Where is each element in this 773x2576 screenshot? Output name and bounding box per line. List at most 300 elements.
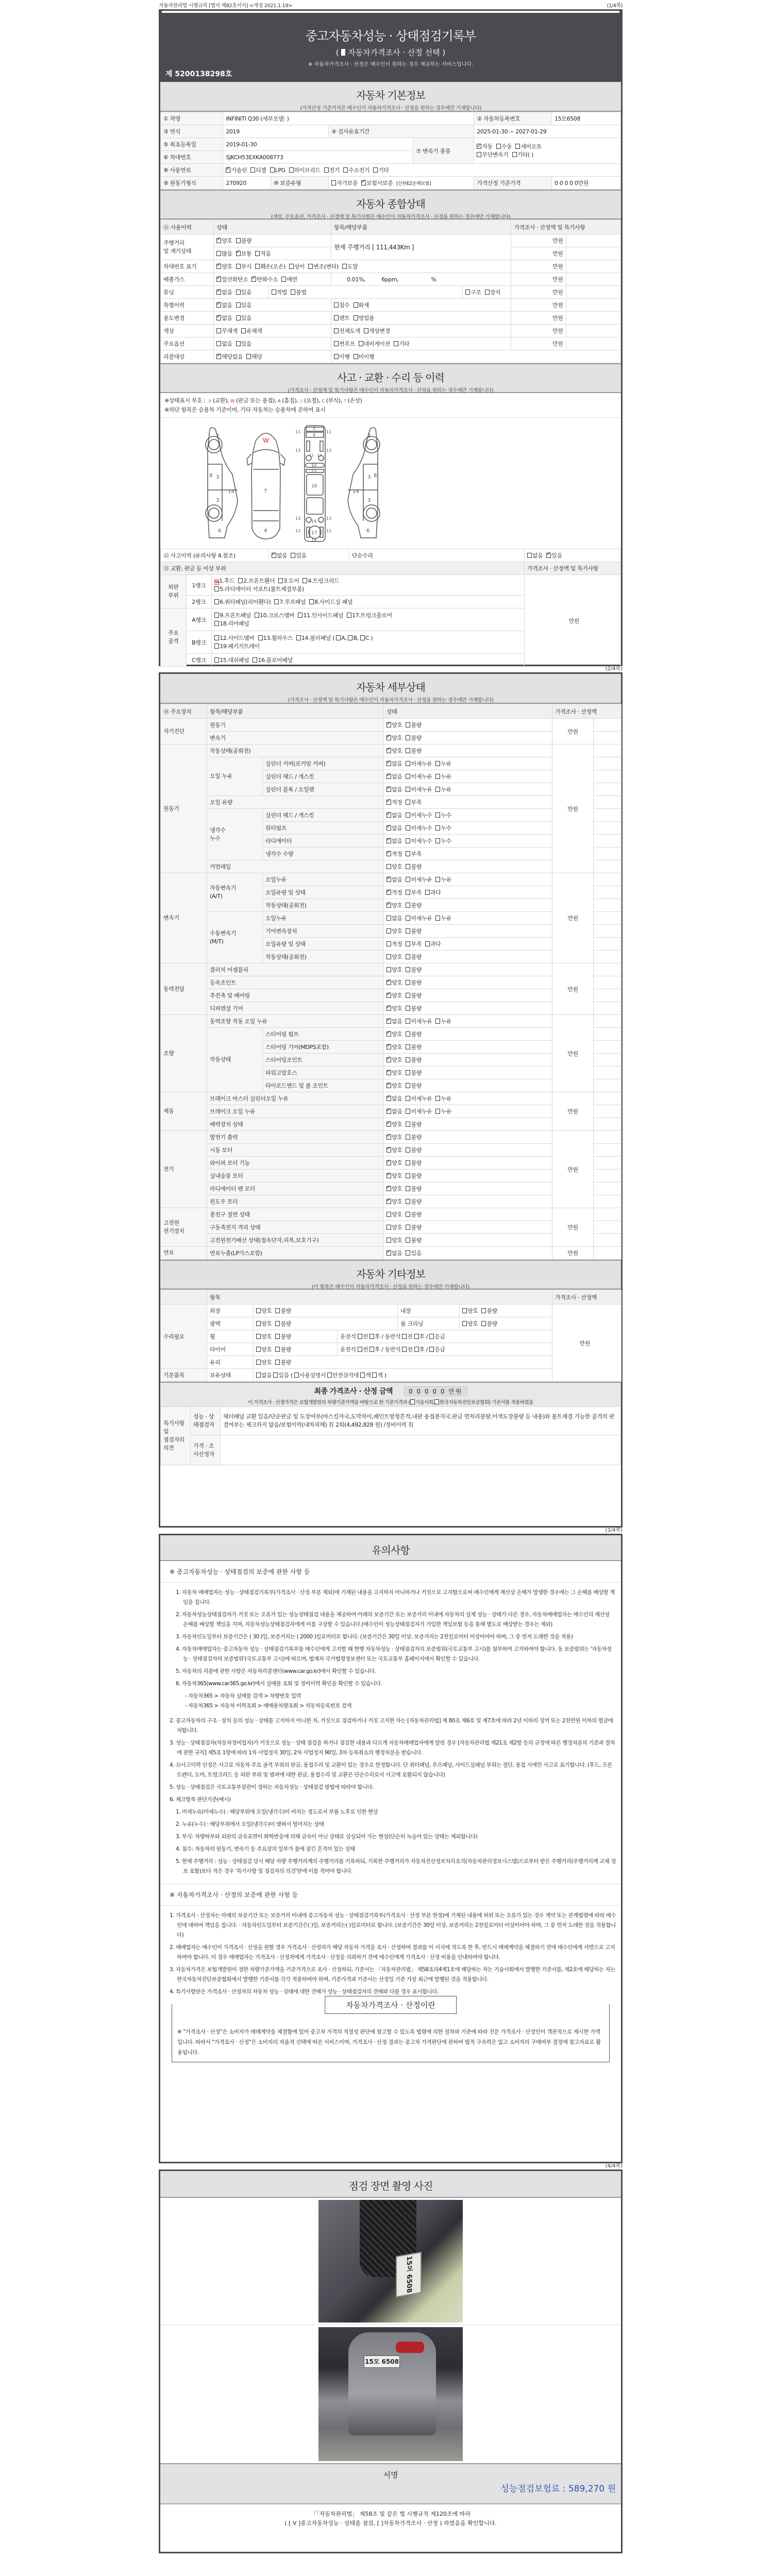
checked-box-icon (386, 1057, 391, 1062)
status-option: 양호 (392, 748, 402, 754)
item-label: 오일 유량 (207, 796, 384, 809)
legend-text: (손상) (347, 397, 362, 404)
main-frame-label: 주요 골격 (161, 608, 187, 667)
item-label: 실린더 블록 / 오일팬 (263, 783, 384, 796)
section-title: 유의사항 (372, 1544, 410, 1556)
item-status (384, 963, 552, 976)
legend-text: (요철), (304, 397, 321, 404)
checked-box-icon (236, 251, 241, 256)
rear-license-plate: 15모 6508 (364, 2355, 400, 2368)
item-label: 기어변속장치 (263, 925, 384, 938)
svg-text:9: 9 (313, 433, 316, 437)
checked-box-icon (386, 1044, 391, 1049)
part-option: 6.쿼터패널(리어휀다) (220, 599, 271, 605)
sub-group-label: 오일 누유 (207, 757, 263, 796)
checkbox-icon (406, 1173, 410, 1178)
detail-row (161, 976, 621, 989)
item-status (384, 732, 552, 744)
remarks-cell (594, 1144, 621, 1157)
remarks-cell (594, 1157, 621, 1170)
checkbox-icon (414, 1334, 419, 1339)
position-option: 응급 (434, 1333, 445, 1340)
svg-text:12: 12 (295, 529, 301, 533)
tire-position (338, 1343, 552, 1356)
checkbox-icon (406, 1019, 410, 1024)
status-option: 불량 (411, 1160, 422, 1166)
checkbox-icon (406, 825, 410, 831)
checkbox-icon (435, 787, 440, 792)
option-label: 훼손(오손) (260, 263, 285, 270)
checked-box-icon (386, 1250, 391, 1256)
note-part-a: 이 가격조사 · 산정가격은 보험개발원의 차량기준가액을 바탕으로 한 기준가격과 ( (248, 1400, 410, 1405)
price-unit: 만원 (511, 260, 566, 273)
note-part-c: 한국자동차진단보증협회) 기준서를 적용하였음 (440, 1400, 533, 1405)
checkbox-icon (406, 980, 410, 985)
checkbox-icon (236, 238, 241, 243)
part-radiator-support: 5.라디에이터 서포트(볼트체결부품) (220, 585, 304, 592)
checkbox-icon (359, 341, 363, 346)
svg-text:3: 3 (367, 474, 371, 480)
item-status (384, 796, 552, 809)
status-option: 미세누수 (411, 838, 432, 844)
inspector-opinion: 헤더패널 교환 있음/단순판금 및 도장여부(마스킹자국,도막차이,페인트방청흔적,내판 용접봉자국,판금 면처리불량,이색도장불량 등 내용)와 볼트체결 가능한 골격의 판결여부는 체크하지 않음/보험이력(내차피해) 有 2회(4,492,828 원) /정비이력 有 (221, 1407, 621, 1435)
note-item: 4. 침수: 자동차의 원동기, 변속기 등 주요장치 일부가 물에 잠긴 흔적이 있는 상태 (176, 1846, 355, 1852)
item-status (384, 757, 552, 770)
item-label: 동력조향 작동 오일 누유 (207, 1015, 384, 1028)
device-group-label: 자기진단 (161, 719, 207, 744)
checkbox-icon (369, 1334, 374, 1339)
legend-symbol: X (208, 399, 211, 403)
option-label: 무단변속기 (482, 151, 509, 158)
checkbox-icon (402, 1334, 407, 1339)
position-option: 잭 ) (377, 1372, 386, 1379)
checkbox-icon (386, 967, 391, 972)
remarks-cell (594, 822, 621, 835)
part-option: 15.대쉬패널 (220, 657, 249, 664)
remarks-cell (594, 899, 621, 912)
remarks-cell (594, 1002, 621, 1015)
accident-price-cell (524, 575, 620, 667)
bad-option: 불량 (280, 1320, 291, 1327)
svg-text:2: 2 (216, 433, 220, 439)
item-status (384, 976, 552, 989)
part-trunk-lid: 4.트렁크리드 (308, 577, 340, 584)
status-option: 양호 (392, 1005, 402, 1012)
checkbox-icon (386, 1212, 391, 1217)
svg-text:14: 14 (352, 489, 359, 495)
checkbox-icon (308, 264, 313, 269)
checked-box-icon (386, 1083, 391, 1088)
option-label: 침수 (339, 302, 350, 309)
checkbox-icon (435, 838, 440, 843)
option-label: 전체도색 (339, 328, 360, 334)
opinion-label: 특기사항 및 점검자의 의견 (161, 1407, 191, 1465)
checkbox-icon (406, 916, 410, 921)
col-item: 항목/해당부품 (331, 220, 511, 234)
part-option: 8.사이드실 패널 (314, 599, 353, 605)
checkbox-icon (298, 613, 303, 618)
detail-row (161, 809, 621, 822)
device-group-label: 원동기 (161, 744, 207, 873)
checkbox-icon (250, 167, 255, 173)
section-subtitle: (가격조사 · 산정액 및 특기사항은 매수인이 자동차가격조사 · 산정을 원하는 경우에만 기재합니다) (288, 388, 494, 394)
detail-row (161, 963, 621, 976)
option-label: 있음 (551, 552, 562, 559)
remarks-cell (594, 1170, 621, 1182)
color-label: 색상 (161, 325, 214, 337)
remarks-cell (594, 783, 621, 796)
checkbox-icon (386, 916, 391, 921)
status-option: 없음 (392, 1250, 402, 1257)
price-unit: 만원 (552, 1247, 594, 1260)
wheel-status (254, 1330, 338, 1343)
option-label: 있음 (296, 552, 307, 559)
note-item: 2. 매매업자는 매수인이 가격조사 · 산정을 원할 경우 가격조사 · 산정자가 해당 자동차 가격을 조사 · 산정하여 결과를 이 서식에 적도록 한 후, 반드시 매매계약을 체결하기 전에 매수인에게 서면으로 고지하여야 합니다. 이 경우 매매업자는 가격조사 · 산정자에게 가격조사 · 산정을 의뢰하기 전에 매수인에게 가격조사 · 산정 비용을 안내하여야 합니다. (170, 1944, 615, 1960)
remarks-cell (594, 976, 621, 989)
svg-text:11: 11 (295, 430, 301, 434)
checkbox-icon (358, 1334, 362, 1339)
checked-box-icon (386, 1122, 391, 1127)
option-label: 없음 (222, 302, 232, 309)
legend-symbol: C (322, 399, 325, 403)
detail-row (161, 1028, 621, 1041)
checkbox-icon (373, 167, 378, 173)
option-label: 있음 (241, 302, 252, 309)
checked-box-icon (216, 264, 221, 269)
note-item: 1. 가격조사 · 산정자는 아래의 보증기간 또는 보증거리 이내에 중고자동차 성능 · 상태점검기록부(가격조사 · 산정 부분 한정)에 기재된 내용에 허위 또는 오류가 있는 경우 계약 또는 관계법령에 따라 매수인에 대하여 책임을 집니다. · 자동차인도일부터 보증기간은( )일, 보증거리는( )킬로미터로 합니다. (보증기간은 30일 이상, 보증거리는 2천킬로미터 이상이어야 하며, 그 중 먼저 도래한 것을 적용합니다) (170, 1912, 616, 1938)
item-status (384, 1105, 552, 1118)
reg-number: 15모6508 (552, 112, 621, 125)
remarks-cell (594, 1195, 621, 1208)
options-label: 주요옵션 (161, 337, 214, 350)
options-presence (214, 337, 331, 350)
usage-change-kind (331, 312, 511, 325)
option-label: 수동 (501, 143, 512, 150)
detail-row (161, 1144, 621, 1157)
recall-options (214, 350, 331, 363)
etc-info-table (160, 1290, 621, 1382)
item-status (384, 1208, 552, 1221)
option-label: 기타 (398, 341, 410, 347)
checked-box-icon (386, 1109, 391, 1114)
status-option: 없음 (392, 812, 402, 819)
overall-status-header (160, 190, 621, 219)
checked-box-icon (216, 315, 221, 320)
detail-row (161, 1092, 621, 1105)
checkbox-icon (216, 251, 221, 256)
page-3-notes (159, 1534, 623, 2163)
svg-text:19: 19 (311, 519, 317, 524)
paren-open: ( (335, 48, 339, 57)
price-unit: 만원 (511, 325, 566, 337)
car-damage-diagram (160, 417, 621, 549)
note-item: 3. 성능 · 상태점검자(자동차정비업자)가 거짓으로 성능 · 상태 점검을 하거나 점검한 내용과 다르게 자동차매매업자에게 알린 경우 [자동차관리법 제21조 제2항 등의 규정에 따른 행정처분의 기준과 절차에 관한 규칙] 제5조 1항에 따라 1차 사업정지 30일, 2차 사업정지 90일, 3차 등록취소의 행정처분을 받습니다. (170, 1740, 615, 1756)
weld-mark-icon: W (215, 580, 219, 584)
price-unit: 만원 (511, 234, 566, 247)
status-option: 양호 (392, 1031, 402, 1038)
status-option: 양호 (392, 967, 402, 973)
notes-list-3 (165, 1807, 616, 1876)
note-item: 4. ⑫사고이력 인정은 사고로 자동차 주요 골격 부위의 판금, 용접수리 및 교환이 있는 경우로 한정합니다. 단 쿼터패널, 루프패널, 사이드실패널 부위는 절단, 용접 시에만 사고로 표기합니다. (후드, 프론트펜더, 도어, 트렁크리드 등 외판 부위 및 범퍼에 대한 판금, 용접수리 및 교환은 단순수리로서 사고에 포함되지 않습니다) (170, 1762, 612, 1778)
remarks-cell (594, 989, 621, 1002)
checkbox-icon (435, 916, 440, 921)
item-label: 디퍼렌셜 기어 (207, 1002, 384, 1015)
checkbox-icon (343, 167, 348, 173)
simple-repair-options (524, 549, 620, 562)
confirmation-line-2: ( [ V ]중고자동차성능 · 상태를 점검, [ ]자동차가격조사 · 산정 ) 하였음을 확인합니다. (284, 2520, 497, 2527)
option-label: 많음 (222, 250, 232, 257)
checkbox-icon (214, 643, 219, 649)
status-option: 부족 (411, 799, 422, 806)
legend-symbol: U (299, 399, 303, 403)
checkbox-icon (214, 657, 219, 663)
checked-box-icon (386, 851, 391, 856)
col-status: 상태 (384, 704, 552, 719)
item-status (384, 899, 552, 912)
notes-header (160, 1535, 621, 1561)
item-status (384, 1157, 552, 1170)
status-option: 양호 (392, 1173, 402, 1179)
item-label: 실내송풍 모터 (207, 1170, 384, 1182)
item-label: 실린더 커버(로커암 커버) (263, 757, 384, 770)
price-remarks-label: 가격조사 · 산정액 및 특기사항 (524, 562, 620, 575)
checkbox-icon (236, 264, 241, 269)
option-label: 불법 (296, 289, 307, 296)
item-label: 작동상태(공회전) (263, 951, 384, 963)
info-box-title: 자동차가격조사 · 산정이란 (325, 1996, 457, 2014)
price-unit: 만원 (511, 247, 566, 260)
overall-status-table (160, 219, 621, 363)
basic-info-table (160, 112, 621, 190)
detail-row (161, 912, 621, 925)
item-status (384, 783, 552, 796)
svg-text:13: 13 (295, 448, 301, 453)
rank-a-parts (212, 608, 525, 631)
remarks-cell (566, 312, 620, 325)
position-option: 전 (407, 1346, 413, 1353)
option-label: 기타( ) (517, 151, 533, 158)
status-option: 양호 (392, 979, 402, 986)
checkbox-icon (255, 264, 260, 269)
detail-row (161, 873, 621, 886)
status-option: 불량 (411, 1224, 422, 1231)
warranty-options (329, 177, 474, 190)
item-label: 구동축전지 격리 상태 (207, 1221, 384, 1234)
inspector-label: 성능 · 상태점검자 (191, 1407, 221, 1435)
transmission-label: ⑦ 변속기 종류 (413, 138, 474, 164)
status-option: 미세누유 (411, 773, 432, 780)
checked-box-icon (386, 1031, 391, 1037)
price-unit: 만원 (511, 273, 566, 286)
document (159, 0, 623, 2553)
checked-box-icon (386, 1147, 391, 1153)
item-status (384, 886, 552, 899)
remarks-cell (594, 796, 621, 809)
good-option: 양호 (467, 1320, 478, 1327)
checkbox-icon (253, 657, 257, 663)
option-label: 자동 (482, 143, 493, 150)
page-number: (4/4쪽) (605, 2163, 623, 2169)
checkbox-icon (255, 613, 259, 618)
status-option: 양호 (392, 954, 402, 960)
option-label: 해당 (251, 353, 262, 360)
position-option: 전 (362, 1346, 368, 1353)
remarks-cell (594, 1131, 621, 1144)
color-options (214, 325, 331, 337)
detail-row (161, 719, 621, 732)
item-status (384, 1079, 552, 1092)
basic-items-label: 기본품목 (161, 1369, 207, 1382)
status-option: 양호 (392, 1198, 402, 1205)
special-history-kind (331, 299, 511, 312)
status-option: 누유 (441, 786, 451, 793)
notes-body (160, 1561, 621, 2062)
detail-row (161, 1118, 621, 1131)
status-option: 양호 (392, 1070, 402, 1076)
reg-number-label: ② 자동차등록번호 (474, 112, 552, 125)
svg-text:3: 3 (216, 474, 220, 480)
checkbox-icon (334, 315, 339, 320)
option-label: 세미오토 (520, 143, 542, 150)
checked-box-icon (386, 1134, 391, 1140)
status-option: 불량 (411, 1070, 422, 1076)
base-price: 0 0 0 0 0만원 (552, 177, 621, 190)
checked-box-icon (386, 1019, 391, 1024)
page-number: (2/4쪽) (605, 666, 623, 672)
status-option: 양호 (392, 1044, 402, 1050)
status-option: 양호 (392, 902, 402, 909)
odometer-reading (331, 234, 511, 260)
checked-box-icon (386, 1160, 391, 1165)
remarks-cell (594, 1247, 621, 1260)
position-option: 있음 ( (278, 1372, 293, 1379)
remarks-cell (594, 963, 621, 976)
checkbox-icon (462, 1308, 467, 1313)
form-reference: 자동차관리법 시행규칙 [별지 제82호서식] <개정 2021.1.19> (159, 3, 292, 9)
checkbox-icon (406, 761, 410, 766)
checkbox-icon (406, 748, 410, 753)
item-label: 와이퍼 모터 기능 (207, 1157, 384, 1170)
bad-option: 불량 (280, 1308, 291, 1314)
status-option: 부족 (411, 889, 422, 896)
rank-1-parts (212, 575, 525, 596)
svg-text:11: 11 (326, 430, 332, 434)
status-option: 양호 (392, 722, 402, 728)
info-box-text: ※ "가격조사 · 산정"은 소비자가 매매계약을 체결함에 있어 중고차 가격의 적절성 판단에 참고할 수 있도록 법령에 의한 절차와 기준에 따라 전문 가격조사 · 산정인이 객관적으로 제시한 가액입니다. 따라서 "가격조사 · 산정"은 소비자의 자율적 선택에 따른 서비스이며, 가격조사 · 산정 결과는 중고차 가격판단에 관하여 법적 구속력은 없고 소비자의 구매여부 결정에 참고자료로 활용됩니다. (177, 2029, 601, 2056)
note-item: 4. 특기사항란은 가격조사 · 산정자의 자동차 성능 · 상태에 대한 견해가 성능 · 상태점검자의 견해와 다를 경우 표시합니다. (170, 1989, 439, 1995)
checked-box-icon (386, 722, 391, 727)
checkbox-icon (406, 1250, 410, 1256)
vin: SJKCH53EXKA008773 (223, 151, 413, 164)
svg-text:5: 5 (313, 426, 316, 431)
status-option: 없음 (392, 1018, 402, 1025)
checked-box-icon (226, 167, 230, 173)
item-label: 변속기 (207, 732, 384, 744)
notes-heading-2: ※ 자동차가격조사 · 산정의 보증에 관한 사항 등 (160, 1884, 621, 1906)
svg-text:13: 13 (326, 448, 332, 453)
checkbox-icon (406, 722, 410, 727)
svg-text:12: 12 (309, 453, 314, 457)
checkbox-icon (435, 877, 440, 882)
status-option: 누유 (441, 773, 451, 780)
option-label: 썬루프 (339, 341, 355, 347)
position-option: 후 / (419, 1346, 428, 1353)
sub-group-label: 자동변속기 (A/T) (207, 873, 263, 912)
section-subtitle: (색상, 주요옵션, 가격조사 · 산정액 및 특기사항은 매수인이 자동차가격조사 · 산정을 원하는 경우에만 기재합니다) (271, 214, 511, 220)
status-option: 부족 (411, 941, 422, 947)
position-option: 안전삼각대 (332, 1372, 359, 1379)
note-item: 6. 자동차365(www.car365.go.kr)에서 실매물 조회 및 정비이력 확인을 확인할 수 있습니다. (176, 1681, 382, 1687)
exterior-status (254, 1304, 398, 1317)
rank-b-parts (212, 631, 525, 654)
price-unit: 만원 (552, 1208, 594, 1247)
item-label: 오일누유 (263, 873, 384, 886)
option-label: 구조 (470, 289, 481, 296)
interior-status (460, 1304, 552, 1317)
status-option: 불량 (411, 1057, 422, 1063)
status-option: 불량 (411, 1147, 422, 1154)
item-status (384, 719, 552, 732)
remarks-cell (594, 951, 621, 963)
col-usage-history: ⑪ 사용이력 (161, 220, 214, 234)
item-status (384, 938, 552, 951)
checkbox-icon (512, 152, 517, 157)
status-option: 과다 (430, 941, 441, 947)
status-option: 누유 (441, 760, 451, 767)
item-status (384, 1144, 552, 1157)
item-status (384, 925, 552, 938)
item-label: 발전기 출력 (207, 1131, 384, 1144)
checkbox-icon (406, 1225, 410, 1230)
detail-row (161, 1208, 621, 1221)
item-status (384, 744, 552, 757)
bad-option: 불량 (280, 1359, 291, 1366)
item-label: 타이로드엔드 및 볼 조인트 (263, 1079, 384, 1092)
item-label: 라디에이터 (263, 835, 384, 848)
status-option: 없음 (392, 773, 402, 780)
checkbox-icon (256, 1334, 261, 1339)
item-status (384, 1131, 552, 1144)
checkbox-icon (347, 613, 351, 618)
checkbox-icon (303, 578, 307, 583)
detail-row (161, 1195, 621, 1208)
checked-box-icon (216, 354, 221, 359)
checkbox-icon (354, 354, 358, 359)
checkbox-icon (275, 1334, 280, 1339)
checkbox-icon (281, 277, 286, 282)
odometer-level (214, 247, 331, 260)
checked-box-icon (216, 302, 221, 308)
option-label: 하이브리드 (294, 167, 321, 174)
option-label: 보통 (241, 250, 252, 257)
checkbox-icon (406, 1006, 410, 1011)
notes-heading-1: ※ 중고자동차성능 · 상태점검의 보증에 관한 사항 등 (160, 1561, 621, 1583)
checkbox-icon (334, 302, 339, 308)
pillar-a: A, (341, 634, 347, 641)
checkbox-icon (275, 1308, 280, 1313)
checkbox-icon (214, 599, 219, 604)
status-option: 있음 (411, 1250, 422, 1257)
price-unit: 만원 (511, 312, 566, 325)
checkbox-icon (358, 1347, 362, 1352)
hood-damage-mark: W (263, 437, 269, 444)
emission-options (214, 273, 331, 286)
sub-group-label: 수동변속기 (M/T) (207, 912, 263, 963)
rank-1-label: 1랭크 (186, 575, 212, 596)
checked-box-icon (386, 1186, 391, 1191)
notes-list-4 (165, 1906, 616, 1997)
status-option: 없음 (392, 786, 402, 793)
